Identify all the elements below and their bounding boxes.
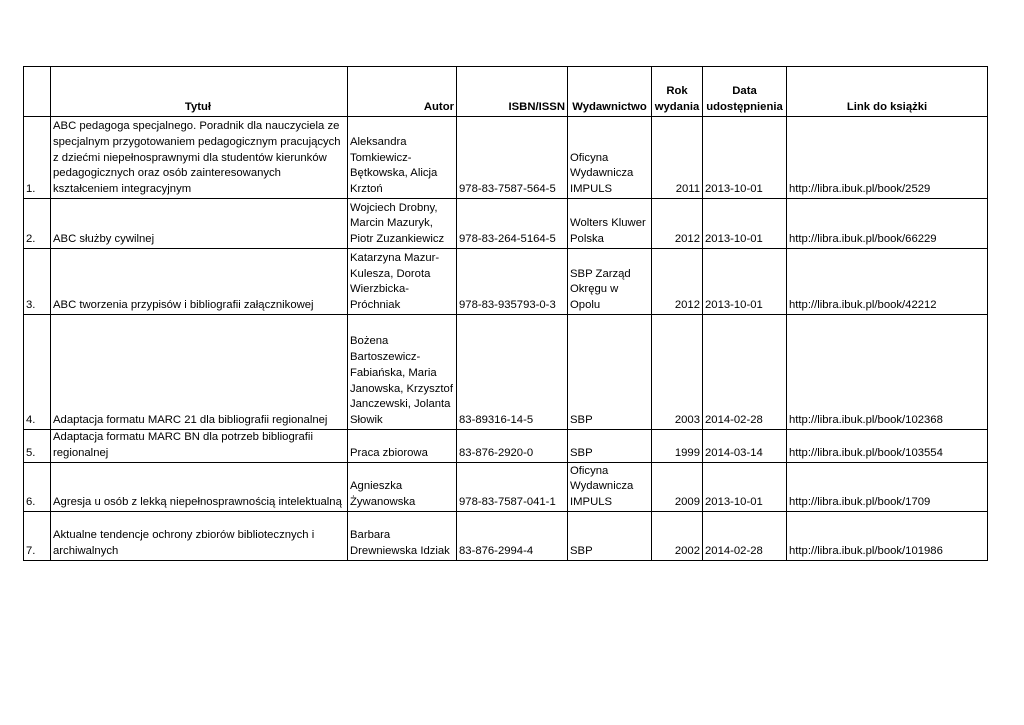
- book-title: ABC służby cywilnej: [51, 199, 348, 249]
- book-isbn: 83-876-2994-4: [457, 512, 568, 561]
- book-year: 2011: [652, 117, 703, 199]
- book-year: 1999: [652, 430, 703, 463]
- book-publisher: Oficyna Wydawnicza IMPULS: [568, 117, 652, 199]
- book-isbn: 978-83-264-5164-5: [457, 199, 568, 249]
- book-link[interactable]: http://libra.ibuk.pl/book/1709: [787, 463, 988, 512]
- book-title: Adaptacja formatu MARC 21 dla bibliografii regionalnej: [51, 315, 348, 430]
- book-link[interactable]: http://libra.ibuk.pl/book/2529: [787, 117, 988, 199]
- book-publisher: SBP Zarząd Okręgu w Opolu: [568, 249, 652, 315]
- header-isbn: ISBN/ISSN: [457, 67, 568, 117]
- book-link[interactable]: http://libra.ibuk.pl/book/103554: [787, 430, 988, 463]
- table-row: [24, 463, 988, 512]
- book-author: Barbara Drewniewska Idziak: [348, 512, 457, 561]
- book-title: ABC pedagoga specjalnego. Poradnik dla nauczyciela ze specjalnym przygotowaniem pedagogicznym pracujących z dziećmi niepełnosprawnymi dla studentów kierunków pedagogicznych oraz osób zainteresowanych kształceniem integracyjnym: [51, 117, 348, 199]
- header-autor: Autor: [348, 67, 457, 117]
- header-wydawnictwo: Wydawnictwo: [568, 67, 652, 117]
- book-date: 2013-10-01: [703, 117, 787, 199]
- header-row: [24, 67, 988, 117]
- header-data: Data udostępnienia: [703, 67, 787, 117]
- book-publisher: SBP: [568, 430, 652, 463]
- header-tytul: Tytuł: [51, 67, 348, 117]
- row-number: 2.: [24, 199, 51, 249]
- book-year: 2012: [652, 249, 703, 315]
- table-row: [24, 430, 988, 463]
- header-link: Link do książki: [787, 67, 988, 117]
- book-date: 2013-10-01: [703, 463, 787, 512]
- book-year: 2002: [652, 512, 703, 561]
- book-publisher: SBP: [568, 512, 652, 561]
- header-rok: Rok wydania: [652, 67, 703, 117]
- book-isbn: 978-83-935793-0-3: [457, 249, 568, 315]
- table-row: [24, 512, 988, 561]
- row-number: 1.: [24, 117, 51, 199]
- book-isbn: 978-83-7587-564-5: [457, 117, 568, 199]
- book-date: 2014-02-28: [703, 512, 787, 561]
- book-isbn: 83-876-2920-0: [457, 430, 568, 463]
- book-author: Agnieszka Żywanowska: [348, 463, 457, 512]
- book-date: 2014-02-28: [703, 315, 787, 430]
- book-publisher: Wolters Kluwer Polska: [568, 199, 652, 249]
- book-author: Wojciech Drobny, Marcin Mazuryk, Piotr Zuzankiewicz: [348, 199, 457, 249]
- book-date: 2014-03-14: [703, 430, 787, 463]
- book-isbn: 978-83-7587-041-1: [457, 463, 568, 512]
- header-nr: [24, 67, 51, 117]
- row-number: 4.: [24, 315, 51, 430]
- row-number: 5.: [24, 430, 51, 463]
- row-number: 6.: [24, 463, 51, 512]
- book-link[interactable]: http://libra.ibuk.pl/book/66229: [787, 199, 988, 249]
- book-title: Aktualne tendencje ochrony zbiorów bibliotecznych i archiwalnych: [51, 512, 348, 561]
- table-row: [24, 315, 988, 430]
- book-year: 2003: [652, 315, 703, 430]
- table-row: [24, 117, 988, 199]
- book-isbn: 83-89316-14-5: [457, 315, 568, 430]
- book-title: ABC tworzenia przypisów i bibliografii załącznikowej: [51, 249, 348, 315]
- book-link[interactable]: http://libra.ibuk.pl/book/101986: [787, 512, 988, 561]
- books-table: [23, 66, 988, 561]
- book-date: 2013-10-01: [703, 249, 787, 315]
- book-year: 2012: [652, 199, 703, 249]
- book-author: Praca zbiorowa: [348, 430, 457, 463]
- row-number: 3.: [24, 249, 51, 315]
- book-year: 2009: [652, 463, 703, 512]
- table-row: [24, 199, 988, 249]
- row-number: 7.: [24, 512, 51, 561]
- book-publisher: SBP: [568, 315, 652, 430]
- table-row: [24, 249, 988, 315]
- book-link[interactable]: http://libra.ibuk.pl/book/102368: [787, 315, 988, 430]
- book-title: Adaptacja formatu MARC BN dla potrzeb bibliografii regionalnej: [51, 430, 348, 463]
- book-author: Katarzyna Mazur-Kulesza, Dorota Wierzbicka-Próchniak: [348, 249, 457, 315]
- book-author: Aleksandra Tomkiewicz-Bętkowska, Alicja Krztoń: [348, 117, 457, 199]
- book-title: Agresja u osób z lekką niepełnosprawnością intelektualną: [51, 463, 348, 512]
- book-publisher: Oficyna Wydawnicza IMPULS: [568, 463, 652, 512]
- book-author: Bożena Bartoszewicz-Fabiańska, Maria Janowska, Krzysztof Janczewski, Jolanta Słowik: [348, 315, 457, 430]
- book-date: 2013-10-01: [703, 199, 787, 249]
- book-link[interactable]: http://libra.ibuk.pl/book/42212: [787, 249, 988, 315]
